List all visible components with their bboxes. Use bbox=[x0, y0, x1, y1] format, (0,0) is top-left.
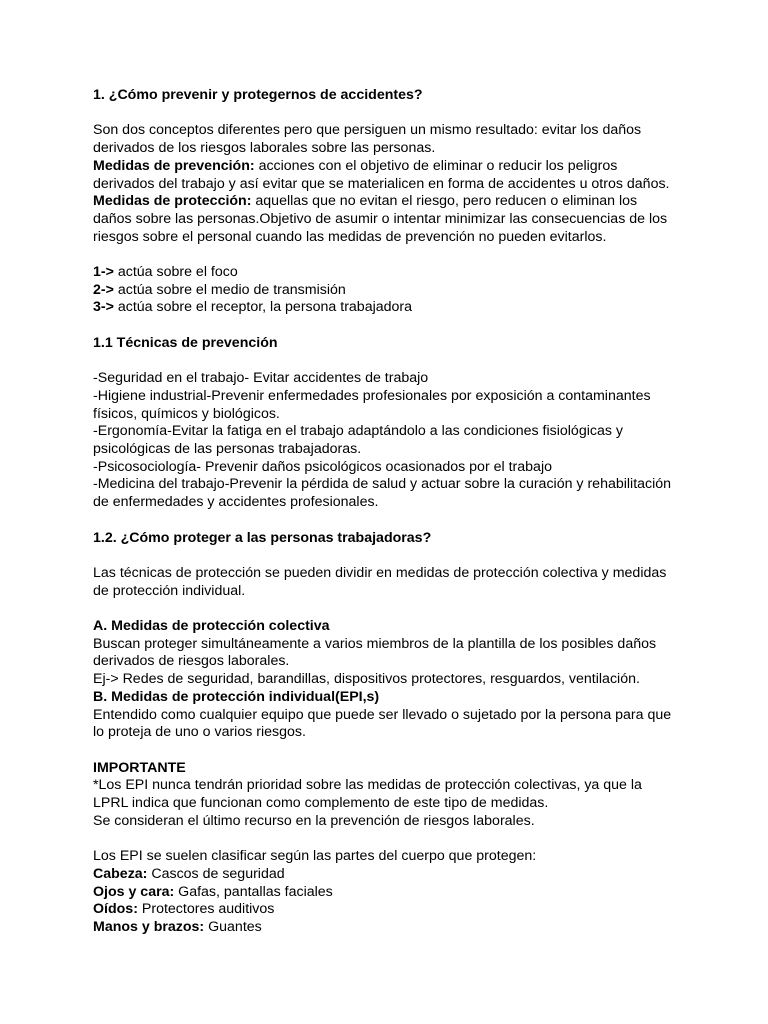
technique-line: -Psicosociología- Prevenir daños psicológicos ocasionados por el trabajo bbox=[93, 458, 552, 475]
protection-definition: Medidas de protección: aquellas que no evitan el riesgo, pero reducen o eliminan los daños sobre las personas.Objetivo de asumir o intentar minimizar las consecuencias de los riesgos sobre el personal cuando las medidas de prevención no pueden evitarlos. bbox=[93, 193, 668, 245]
epi-item: Cabeza: Cascos de seguridad bbox=[93, 865, 285, 882]
section-1-1-heading: 1.1 Técnicas de prevención bbox=[93, 334, 278, 351]
section-1-intro: Son dos conceptos diferentes pero que persiguen un mismo resultado: evitar los daños derivados de los riesgos laborales sobre las personas. bbox=[93, 122, 642, 157]
section-1-heading: 1. ¿Cómo prevenir y protegernos de accidentes? bbox=[93, 87, 423, 103]
technique-line: -Medicina del trabajo-Prevenir la pérdida de salud y actuar sobre la curación y rehabilitación bbox=[93, 476, 672, 493]
important-text: *Los EPI nunca tendrán prioridad sobre las medidas de protección colectivas, ya que la LPRL indica que funcionan como complemento de este tipo de medidas. Se consideran el último recurso en la prevención de riesgos laborales. bbox=[93, 777, 642, 829]
individual-heading: B. Medidas de protección individual(EPI,s) bbox=[93, 688, 380, 705]
step-1: 1-> actúa sobre el foco bbox=[93, 264, 238, 280]
step-3: 3-> actúa sobre el receptor, la persona trabajadora bbox=[93, 299, 413, 316]
collective-text: Buscan proteger simultáneamente a varios miembros de la plantilla de los posibles daños derivados de riesgos laborales. Ej-> Redes de seguridad, barandillas, dispositivos protectores, resguardos, ventilación. bbox=[93, 635, 657, 688]
individual-text: Entendido como cualquier equipo que puede ser llevado o sujetado por la persona para que lo proteja de uno o varios riesgos. bbox=[93, 706, 672, 741]
epi-item: Oídos: Protectores auditivos bbox=[93, 901, 275, 918]
section-1-2-intro: Las técnicas de protección se pueden dividir en medidas de protección colectiva y medidas de protección individual. bbox=[93, 564, 667, 599]
technique-line: de enfermedades y accidentes profesionales. bbox=[93, 494, 379, 511]
technique-line: -Higiene industrial-Prevenir enfermedades profesionales por exposición a contaminantes bbox=[93, 387, 651, 404]
epi-item: Ojos y cara: Gafas, pantallas faciales bbox=[93, 883, 333, 900]
step-2: 2-> actúa sobre el medio de transmisión bbox=[93, 281, 346, 298]
technique-line: físicos, químicos y biológicos. bbox=[93, 405, 280, 422]
section-1-2-heading: 1.2. ¿Cómo proteger a las personas trabajadoras? bbox=[93, 529, 432, 546]
important-heading: IMPORTANTE bbox=[93, 759, 186, 776]
prevention-definition: Medidas de prevención: acciones con el objetivo de eliminar o reducir los peligros derivados del trabajo y así evitar que se materialicen en forma de accidentes u otros daños. bbox=[93, 157, 670, 192]
epi-item: Manos y brazos: Guantes bbox=[93, 918, 262, 935]
technique-line: psicológicas de las personas trabajadoras. bbox=[93, 441, 362, 457]
collective-heading: A. Medidas de protección colectiva bbox=[93, 617, 330, 634]
epi-intro: Los EPI se suelen clasificar según las partes del cuerpo que protegen: bbox=[93, 848, 537, 865]
technique-line: -Seguridad en el trabajo- Evitar accidentes de trabajo bbox=[93, 370, 429, 387]
document-page bbox=[93, 87, 693, 937]
technique-line: -Ergonomía-Evitar la fatiga en el trabajo adaptándolo a las condiciones fisiológicas y bbox=[93, 423, 623, 440]
